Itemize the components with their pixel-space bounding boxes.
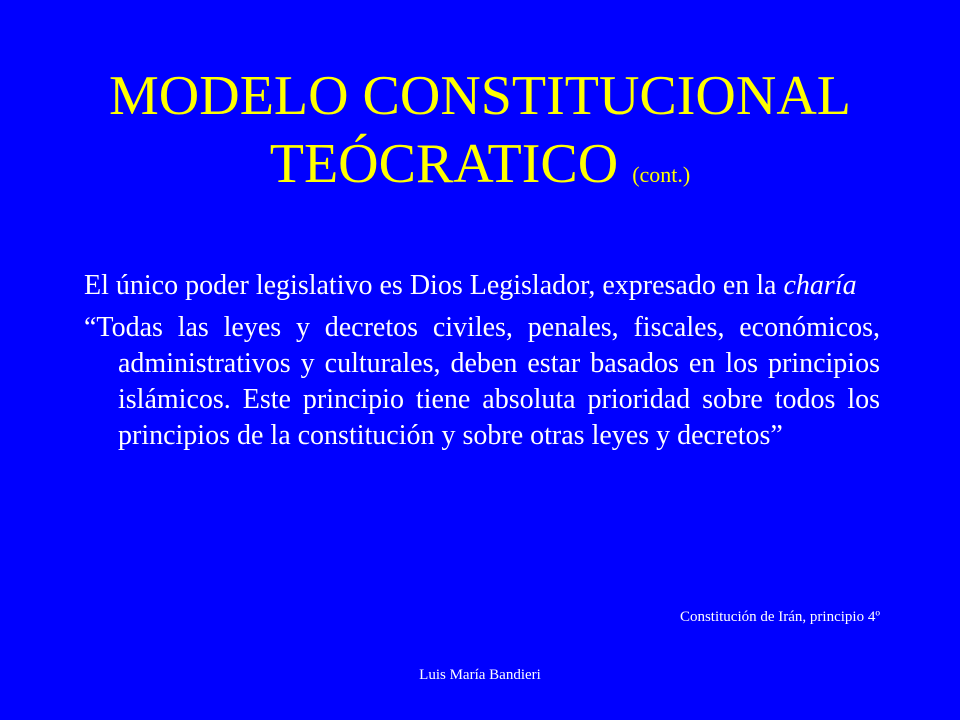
title-suffix: (cont.) xyxy=(632,162,691,187)
slide-body xyxy=(84,268,880,454)
title-line-2: TEÓCRATICO xyxy=(269,133,619,195)
slide-title xyxy=(40,62,920,209)
paragraph-1-emphasis: charía xyxy=(783,270,857,301)
paragraph-1-text: El único poder legislativo es Dios Legislador, expresado en la xyxy=(84,270,784,301)
title-line-1: MODELO CONSTITUCIONAL xyxy=(109,65,851,127)
footer-author: Luis María Bandieri xyxy=(419,667,541,683)
body-paragraph-1 xyxy=(84,268,880,304)
body-quote: “Todas las leyes y decretos civiles, penales, fiscales, económicos, administrativos y culturales, deben estar basados en los principios islámicos. Este principio tiene absoluta prioridad sobre todos los principios de la constitución y sobre otras leyes y decretos” xyxy=(84,312,880,451)
citation: Constitución de Irán, principio 4º xyxy=(679,609,880,625)
